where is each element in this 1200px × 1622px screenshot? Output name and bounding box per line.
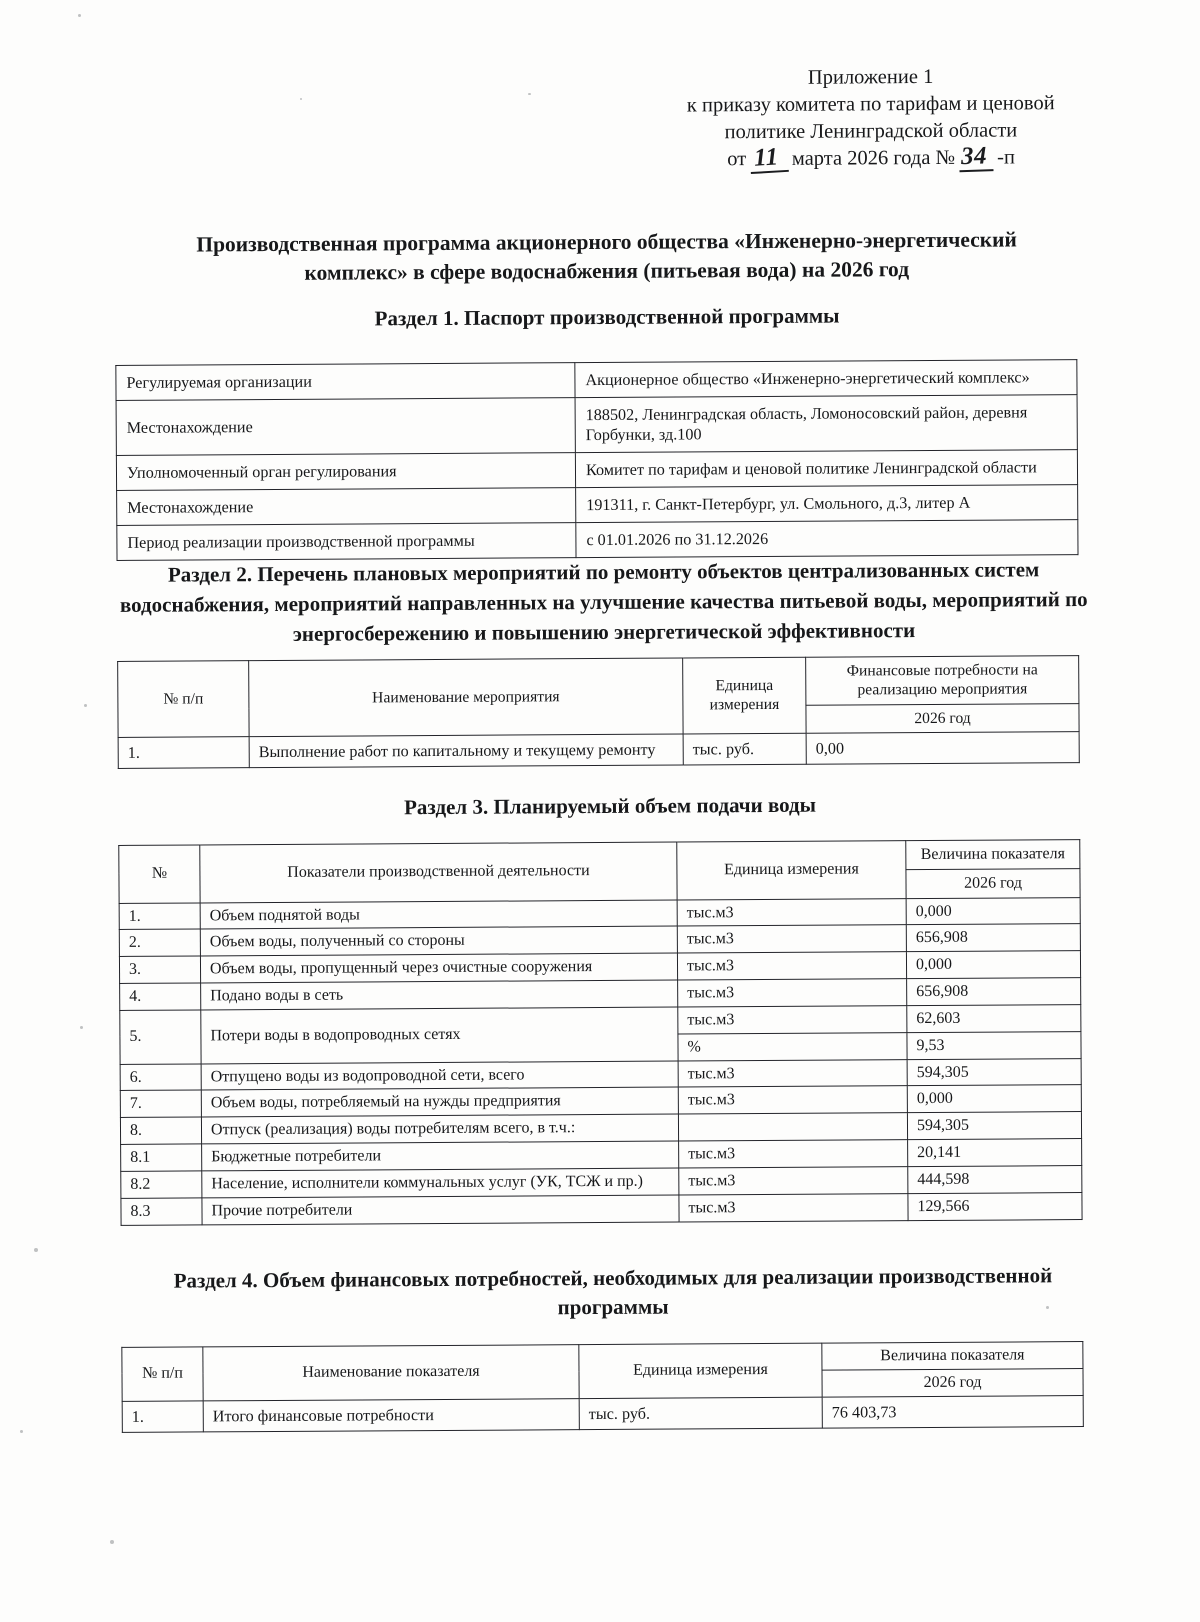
measure-value: 0,00 xyxy=(806,732,1079,765)
finance-value: 76 403,73 xyxy=(822,1395,1083,1428)
volume-value: 62,603 xyxy=(907,1005,1081,1033)
passport-value: Комитет по тарифам и ценовой политике Ленинградской области xyxy=(575,450,1077,488)
table-header-row xyxy=(118,656,1079,710)
order-date-row xyxy=(636,144,1106,174)
volume-unit xyxy=(678,1113,907,1141)
volume-unit: тыс.м3 xyxy=(677,898,906,926)
volume-value: 444,598 xyxy=(908,1166,1082,1194)
table-row xyxy=(117,485,1078,526)
table-row xyxy=(121,1192,1082,1225)
section-2-heading: Раздел 2. Перечень плановых мероприятий по ремонту объектов централизованных систем водоснабжения, мероприятий направленных на улучшение качества питьевой воды, мероприятий по энергосбережению и повышению энергетической эффективности xyxy=(119,557,1088,646)
column-header-financial-need: Финансовые потребности на реализацию мероприятия xyxy=(806,656,1079,705)
volume-name: Объем воды, потребляемый на нужды предприятия xyxy=(201,1087,678,1117)
volume-no: 6. xyxy=(120,1064,201,1091)
volume-unit: тыс.м3 xyxy=(679,1167,908,1195)
volume-value-percent: 9,53 xyxy=(907,1031,1081,1059)
table-row xyxy=(116,395,1077,456)
volume-no: 8.1 xyxy=(121,1144,202,1171)
volume-value: 0,000 xyxy=(906,951,1080,979)
finance-name: Итого финансовые потребности xyxy=(203,1398,579,1431)
volume-unit: тыс.м3 xyxy=(678,1059,907,1087)
volume-no: 5. xyxy=(120,1010,201,1064)
column-header-no: № п/п xyxy=(118,661,249,738)
volume-value: 0,000 xyxy=(906,897,1080,925)
volume-unit: тыс.м3 xyxy=(677,925,906,953)
volume-table-head xyxy=(119,840,1080,904)
passport-label: Регулируемая организации xyxy=(116,363,575,401)
volume-value: 594,305 xyxy=(907,1112,1081,1140)
passport-value: 191311, г. Санкт-Петербург, ул. Смольного, д.3, литер А xyxy=(576,485,1078,523)
volume-value: 594,305 xyxy=(907,1058,1081,1086)
volume-unit: тыс.м3 xyxy=(678,1006,907,1034)
finance-table-head xyxy=(122,1342,1083,1402)
volume-name: Объем поднятой воды xyxy=(200,900,677,930)
volume-unit: тыс.м3 xyxy=(679,1193,908,1221)
financial-needs-table xyxy=(121,1341,1084,1433)
order-number-suffix: -п xyxy=(997,146,1015,169)
volume-name: Отпуск (реализация) воды потребителям всего, в т.ч.: xyxy=(201,1114,678,1144)
volume-name: Потери воды в водопроводных сетях xyxy=(201,1007,678,1064)
column-header-name: Наименование мероприятия xyxy=(249,658,683,737)
date-prefix: от xyxy=(727,148,747,171)
volume-no: 8. xyxy=(120,1117,201,1144)
volume-value: 129,566 xyxy=(908,1192,1082,1220)
column-header-unit: Единица измерения xyxy=(579,1343,822,1398)
measures-table-head xyxy=(118,656,1079,738)
finance-table-body xyxy=(122,1395,1083,1432)
volume-no: 4. xyxy=(120,983,201,1010)
column-header-value: Величина показателя xyxy=(822,1342,1083,1370)
measure-no: 1. xyxy=(118,737,249,769)
volume-table-body xyxy=(119,897,1082,1225)
passport-table xyxy=(115,359,1078,561)
column-header-no: № xyxy=(119,845,200,903)
measures-table xyxy=(117,655,1080,769)
column-header-value: Величина показателя xyxy=(906,840,1080,870)
volume-no: 8.3 xyxy=(121,1198,202,1225)
water-volume-table xyxy=(118,839,1082,1225)
volume-value: 656,908 xyxy=(907,978,1081,1006)
date-middle: марта 2026 года № xyxy=(791,146,956,170)
volume-value: 20,141 xyxy=(908,1139,1082,1167)
volume-unit: тыс.м3 xyxy=(679,1140,908,1168)
measure-unit: тыс. руб. xyxy=(683,733,806,765)
passport-value: Акционерное общество «Инженерно-энергетический комплекс» xyxy=(575,360,1077,398)
passport-value: с 01.01.2026 по 31.12.2026 xyxy=(576,520,1078,558)
table-row xyxy=(122,1395,1083,1432)
column-header-year: 2026 год xyxy=(822,1368,1083,1396)
appendix-label: Приложение 1 xyxy=(807,65,934,89)
measures-table-body xyxy=(118,732,1079,769)
column-header-unit: Единица измерения xyxy=(683,657,806,734)
finance-no: 1. xyxy=(122,1401,203,1433)
table-row xyxy=(118,732,1079,769)
column-header-name: Наименование показателя xyxy=(203,1345,579,1401)
section-4-heading: Раздел 4. Объем финансовых потребностей, необходимых для реализации производственной программы xyxy=(173,1263,1053,1320)
order-reference-line-1: к приказу комитета по тарифам и ценовой xyxy=(686,92,1055,117)
volume-no: 7. xyxy=(120,1090,201,1117)
order-reference-line-2: политике Ленинградской области xyxy=(724,119,1018,144)
volume-name: Бюджетные потребители xyxy=(202,1141,679,1171)
passport-value: 188502, Ленинградская область, Ломоносовский район, деревня Горбунки, зд.100 xyxy=(575,395,1077,453)
volume-name: Объем воды, полученный со стороны xyxy=(200,927,677,957)
volume-unit: тыс.м3 xyxy=(678,1086,907,1114)
volume-name: Подано воды в сеть xyxy=(201,980,678,1010)
column-header-unit: Единица измерения xyxy=(677,841,906,900)
volume-name: Прочие потребители xyxy=(202,1195,679,1225)
volume-unit: тыс.м3 xyxy=(678,979,907,1007)
section-3-heading: Раздел 3. Планируемый объем подачи воды xyxy=(403,792,817,820)
volume-value: 0,000 xyxy=(907,1085,1081,1113)
volume-no: 2. xyxy=(119,929,200,956)
volume-unit: тыс.м3 xyxy=(677,952,906,980)
passport-table-body xyxy=(116,360,1078,561)
column-header-year: 2026 год xyxy=(906,868,1080,898)
volume-no: 3. xyxy=(119,956,200,983)
table-row xyxy=(117,520,1078,561)
section-1-heading: Раздел 1. Паспорт производственной программы xyxy=(374,303,840,331)
passport-label: Уполномоченный орган регулирования xyxy=(116,453,575,491)
volume-unit-percent: % xyxy=(678,1032,907,1060)
handwritten-day: 11 xyxy=(749,145,788,174)
measure-name: Выполнение работ по капитальному и текущему ремонту xyxy=(249,734,683,768)
column-header-no: № п/п xyxy=(122,1347,203,1401)
document-header xyxy=(636,63,1107,174)
volume-name: Население, исполнители коммунальных услуг (УК, ТСЖ и пр.) xyxy=(202,1168,679,1198)
page-title: Производственная программа акционерного общества «Инженерно-энергетический комплекс» в сфере водоснабжения (питьевая вода) на 2026 год xyxy=(196,227,1017,286)
finance-unit: тыс. руб. xyxy=(579,1397,822,1430)
volume-value: 656,908 xyxy=(906,924,1080,952)
column-header-year: 2026 год xyxy=(806,703,1079,733)
column-header-indicator: Показатели производственной деятельности xyxy=(200,842,677,903)
handwritten-order-number: 34 xyxy=(959,145,994,173)
volume-name: Отпущено воды из водопроводной сети, всего xyxy=(201,1061,678,1091)
volume-name: Объем воды, пропущенный через очистные сооружения xyxy=(200,953,677,983)
volume-no: 1. xyxy=(119,903,200,930)
table-row xyxy=(116,450,1077,491)
passport-label: Период реализации производственной программы xyxy=(117,523,576,561)
volume-no: 8.2 xyxy=(121,1171,202,1198)
passport-label: Местонахождение xyxy=(116,398,575,456)
passport-label: Местонахождение xyxy=(117,488,576,526)
table-row xyxy=(116,360,1077,401)
